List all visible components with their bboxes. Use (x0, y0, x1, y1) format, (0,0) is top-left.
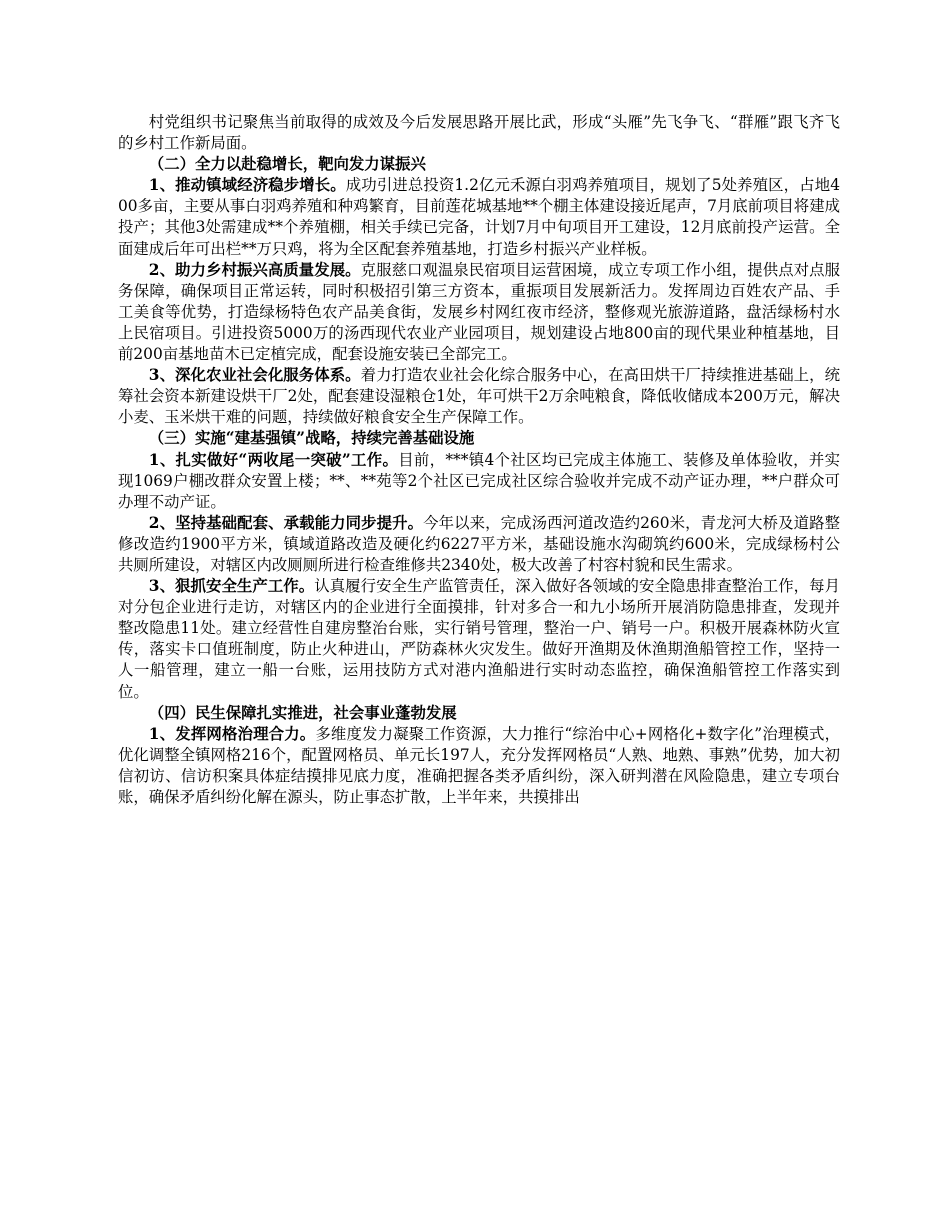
paragraph-lead: 3、狠抓安全生产工作。 (148, 577, 315, 596)
paragraph-2-1 (118, 175, 840, 259)
paragraph-3-2 (118, 513, 840, 576)
section-heading-2: （二）全力以赴稳增长，靶向发力谋振兴 (148, 155, 426, 174)
paragraph-text: 克服慈口观温泉民宿项目运营困境，成立专项工作小组，提供点对点服务保障，确保项目正常运转，同时积极招引第三方资本，重振项目发展新活力。发挥周边百姓农产品、手工美食等优势，打造绿杨特色农产品美食街，发展乡村网红夜市经济，整修观光旅游道路，盘活绿杨村水上民宿项目。引进投资5000万的汤西现代农业产业园项目，规划建设占地800亩的现代果业种植基地，目前200亩基地苗木已定植完成，配套设施安装已全部完工。 (118, 260, 840, 364)
section-heading-3: （三）实施“建基强镇”战略，持续完善基础设施 (148, 429, 475, 448)
paragraph-text: 今年以来，完成汤西河道改造约260米，青龙河大桥及道路整修改造约1900平方米，镇域道路改造及硬化约6227平方米，基础设施水沟砌筑约600米，完成绿杨村公共厕所建设，对辖区内改厕厕所进行检查维修共2340处，极大改善了村容村貌和民生需求。 (118, 513, 840, 574)
paragraph-text: 目前，***镇4个社区均已完成主体施工、装修及单体验收，并实现1069户棚改群众安置上楼；**、**苑等2个社区已完成社区综合验收并完成不动产证办理，**户群众可办理不动产证。 (118, 450, 840, 511)
paragraph-lead: 3、深化农业社会化服务体系。 (148, 366, 361, 385)
paragraph-lead: 1、推动镇域经济稳步增长。 (148, 176, 346, 195)
paragraph-4-1 (118, 724, 840, 808)
paragraph-text: 成功引进总投资1.2亿元禾源白羽鸡养殖项目，规划了5处养殖区，占地400多亩，主要从事白羽鸡养殖和种鸡繁育，目前莲花城基地**个棚主体建设接近尾声，7月底前项目将建成投产；其他3处需建成**个养殖棚，相关手续已完备，计划7月中旬项目开工建设，12月底前投产运营。全面建成后年可出栏**万只鸡，将为全区配套养殖基地，打造乡村振兴产业样板。 (118, 176, 840, 258)
intro-paragraph: 村党组织书记聚焦当前取得的成效及今后发展思路开展比武，形成“头雁”先飞争飞、“群雁”跟飞齐飞的乡村工作新局面。 (118, 113, 840, 153)
paragraph-text: 多维度发力凝聚工作资源，大力推行“综治中心+网格化+数字化”治理模式，优化调整全镇网格216个，配置网格员、单元长197人，充分发挥网格员“人熟、地熟、事熟”优势，加大初信初访、信访积案具体症结摸排见底力度，准确把握各类矛盾纠纷，深入研判潜在风险隐患，建立专项台账，确保矛盾纠纷化解在源头，防止事态扩散，上半年来，共摸排出 (118, 724, 840, 806)
paragraph-3-3 (118, 576, 840, 703)
paragraph-lead: 1、发挥网格治理合力。 (148, 724, 316, 743)
paragraph-lead: 2、坚持基础配套、承载能力同步提升。 (148, 513, 424, 532)
paragraph-2-3 (118, 365, 840, 428)
paragraph-lead: 2、助力乡村振兴高质量发展。 (148, 260, 361, 279)
paragraph-lead: 1、扎实做好“两收尾一突破”工作。 (148, 450, 399, 469)
paragraph-3-1 (118, 450, 840, 513)
document-page (118, 112, 840, 808)
paragraph-text: 着力打造农业社会化综合服务中心，在高田烘干厂持续推进基础上，统筹社会资本新建设烘干厂2处，配套建设湿粮仓1处，年可烘干2万余吨粮食，降低收储成本200万元，解决小麦、玉米烘干难的问题，持续做好粮食安全生产保障工作。 (118, 366, 840, 427)
paragraph-text: 认真履行安全生产监管责任，深入做好各领域的安全隐患排查整治工作，每月对分包企业进行走访，对辖区内的企业进行全面摸排，针对多合一和九小场所开展消防隐患排查，发现并整改隐患11处。建立经营性自建房整治台账，实行销号管理，整治一户、销号一户。积极开展森林防火宣传，落实卡口值班制度，防止火种进山，严防森林火灾发生。做好开渔期及休渔期渔船管控工作，坚持一人一船管理，建立一船一台账，运用技防方式对港内渔船进行实时动态监控，确保渔船管控工作落实到位。 (118, 577, 840, 701)
paragraph-2-2 (118, 260, 840, 365)
section-heading-4: （四）民生保障扎实推进，社会事业蓬勃发展 (148, 703, 457, 722)
